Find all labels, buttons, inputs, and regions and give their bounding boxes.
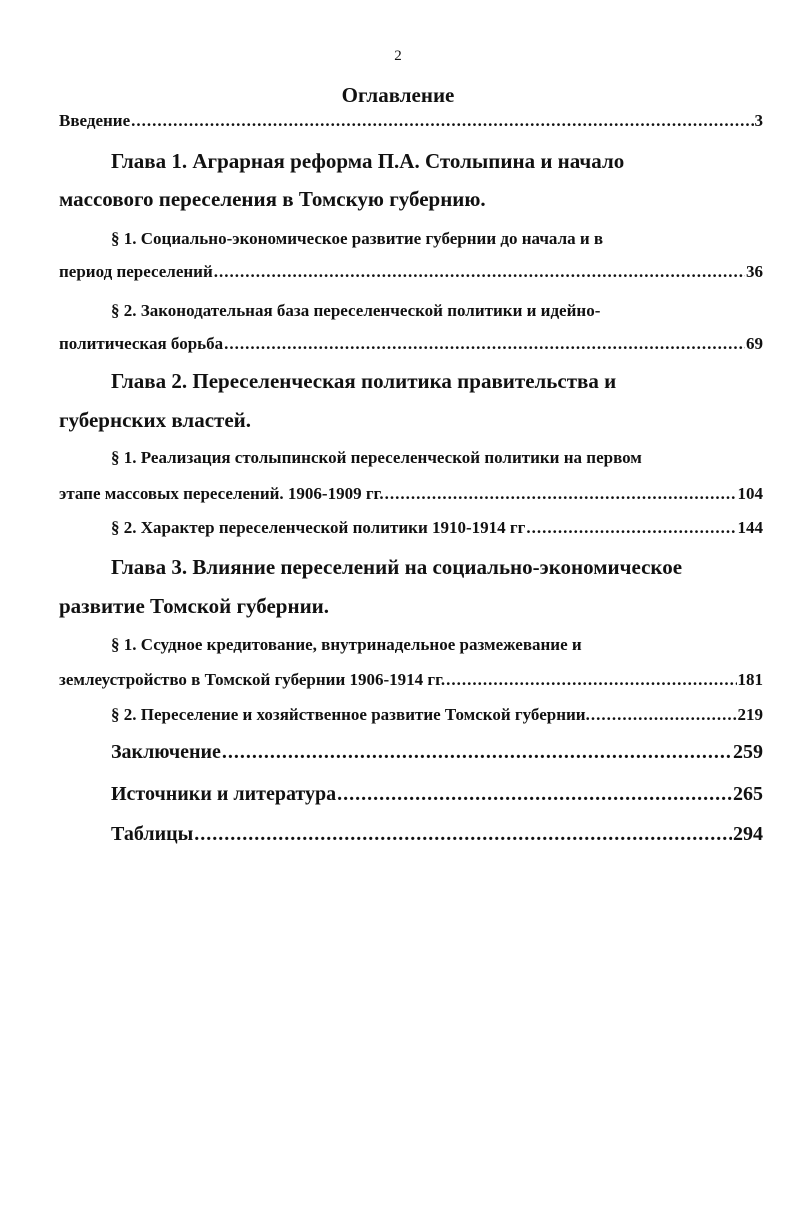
- section-3-1-title[interactable]: § 1. Ссудное кредитование, внутринадельное размежевание и: [111, 635, 582, 654]
- toc-entry-label: Источники и литература: [111, 783, 337, 805]
- toc-title: Оглавление: [341, 83, 455, 107]
- section-2-1-title[interactable]: § 1. Реализация столыпинской переселенческой политики на первом: [111, 448, 642, 467]
- toc-page-number: 69: [746, 334, 763, 353]
- toc-entry-intro[interactable]: [59, 111, 763, 131]
- dot-leader: [385, 484, 737, 504]
- toc-entry-section-3-1[interactable]: [59, 670, 763, 690]
- section-1-1-title[interactable]: § 1. Социально-экономическое развитие губернии до начала и в: [111, 229, 604, 248]
- toc-entry-section-2-1[interactable]: [59, 484, 763, 504]
- toc-entry-label: землеустройство в Томской губернии 1906-1914 гг.: [59, 670, 446, 689]
- dot-leader: [131, 111, 753, 131]
- dot-leader: [526, 518, 736, 538]
- toc-entry-label: политическая борьба: [59, 334, 224, 353]
- toc-page-number: 36: [746, 262, 763, 281]
- dot-leader: [591, 705, 737, 725]
- dot-leader: [194, 823, 732, 846]
- toc-entry-label: § 2. Характер переселенческой политики 1910-1914 гг: [111, 518, 526, 537]
- toc-page-number: 104: [737, 484, 763, 503]
- toc-page-number: 219: [737, 705, 763, 724]
- toc-page-number: 265: [733, 783, 763, 805]
- toc-entry-label: период переселений: [59, 262, 213, 281]
- chapter-2-title[interactable]: Глава 2. Переселенческая политика правительства и: [111, 369, 617, 393]
- toc-entry-tables[interactable]: [111, 823, 763, 846]
- section-1-2-title[interactable]: § 2. Законодательная база переселенческой политики и идейно-: [111, 301, 601, 320]
- toc-entry-label: § 2. Переселение и хозяйственное развитие Томской губернии.: [111, 705, 590, 724]
- dot-leader: [224, 334, 745, 354]
- dot-leader: [337, 783, 732, 806]
- chapter-3-title-cont: развитие Томской губернии.: [59, 594, 330, 618]
- dot-leader: [446, 670, 736, 690]
- toc-page-number: 259: [733, 741, 763, 763]
- page-number: 2: [394, 48, 402, 64]
- toc-page-number: 181: [737, 670, 763, 689]
- toc-entry-section-1-2[interactable]: [59, 334, 763, 354]
- toc-entry-section-2-2[interactable]: [111, 518, 763, 538]
- toc-entry-section-1-1[interactable]: [59, 262, 763, 282]
- dot-leader: [214, 262, 745, 282]
- toc-entry-label: Введение: [59, 111, 131, 130]
- toc-entry-label: Заключение: [111, 741, 221, 763]
- toc-entry-section-3-2[interactable]: [111, 705, 763, 725]
- toc-page-number: 3: [754, 111, 763, 130]
- toc-entry-label: Таблицы: [111, 823, 194, 845]
- chapter-3-title[interactable]: Глава 3. Влияние переселений на социально-экономическое: [111, 555, 683, 579]
- dot-leader: [222, 741, 732, 764]
- chapter-2-title-cont: губернских властей.: [59, 408, 252, 432]
- toc-entry-sources[interactable]: [111, 783, 763, 806]
- toc-page-number: 144: [737, 518, 763, 537]
- toc-page-number: 294: [733, 823, 763, 845]
- toc-entry-conclusion[interactable]: [111, 741, 763, 764]
- chapter-1-title-cont: массового переселения в Томскую губернию.: [59, 187, 486, 211]
- toc-entry-label: этапе массовых переселений. 1906-1909 гг.: [59, 484, 384, 503]
- chapter-1-title[interactable]: Глава 1. Аграрная реформа П.А. Столыпина и начало: [111, 149, 625, 173]
